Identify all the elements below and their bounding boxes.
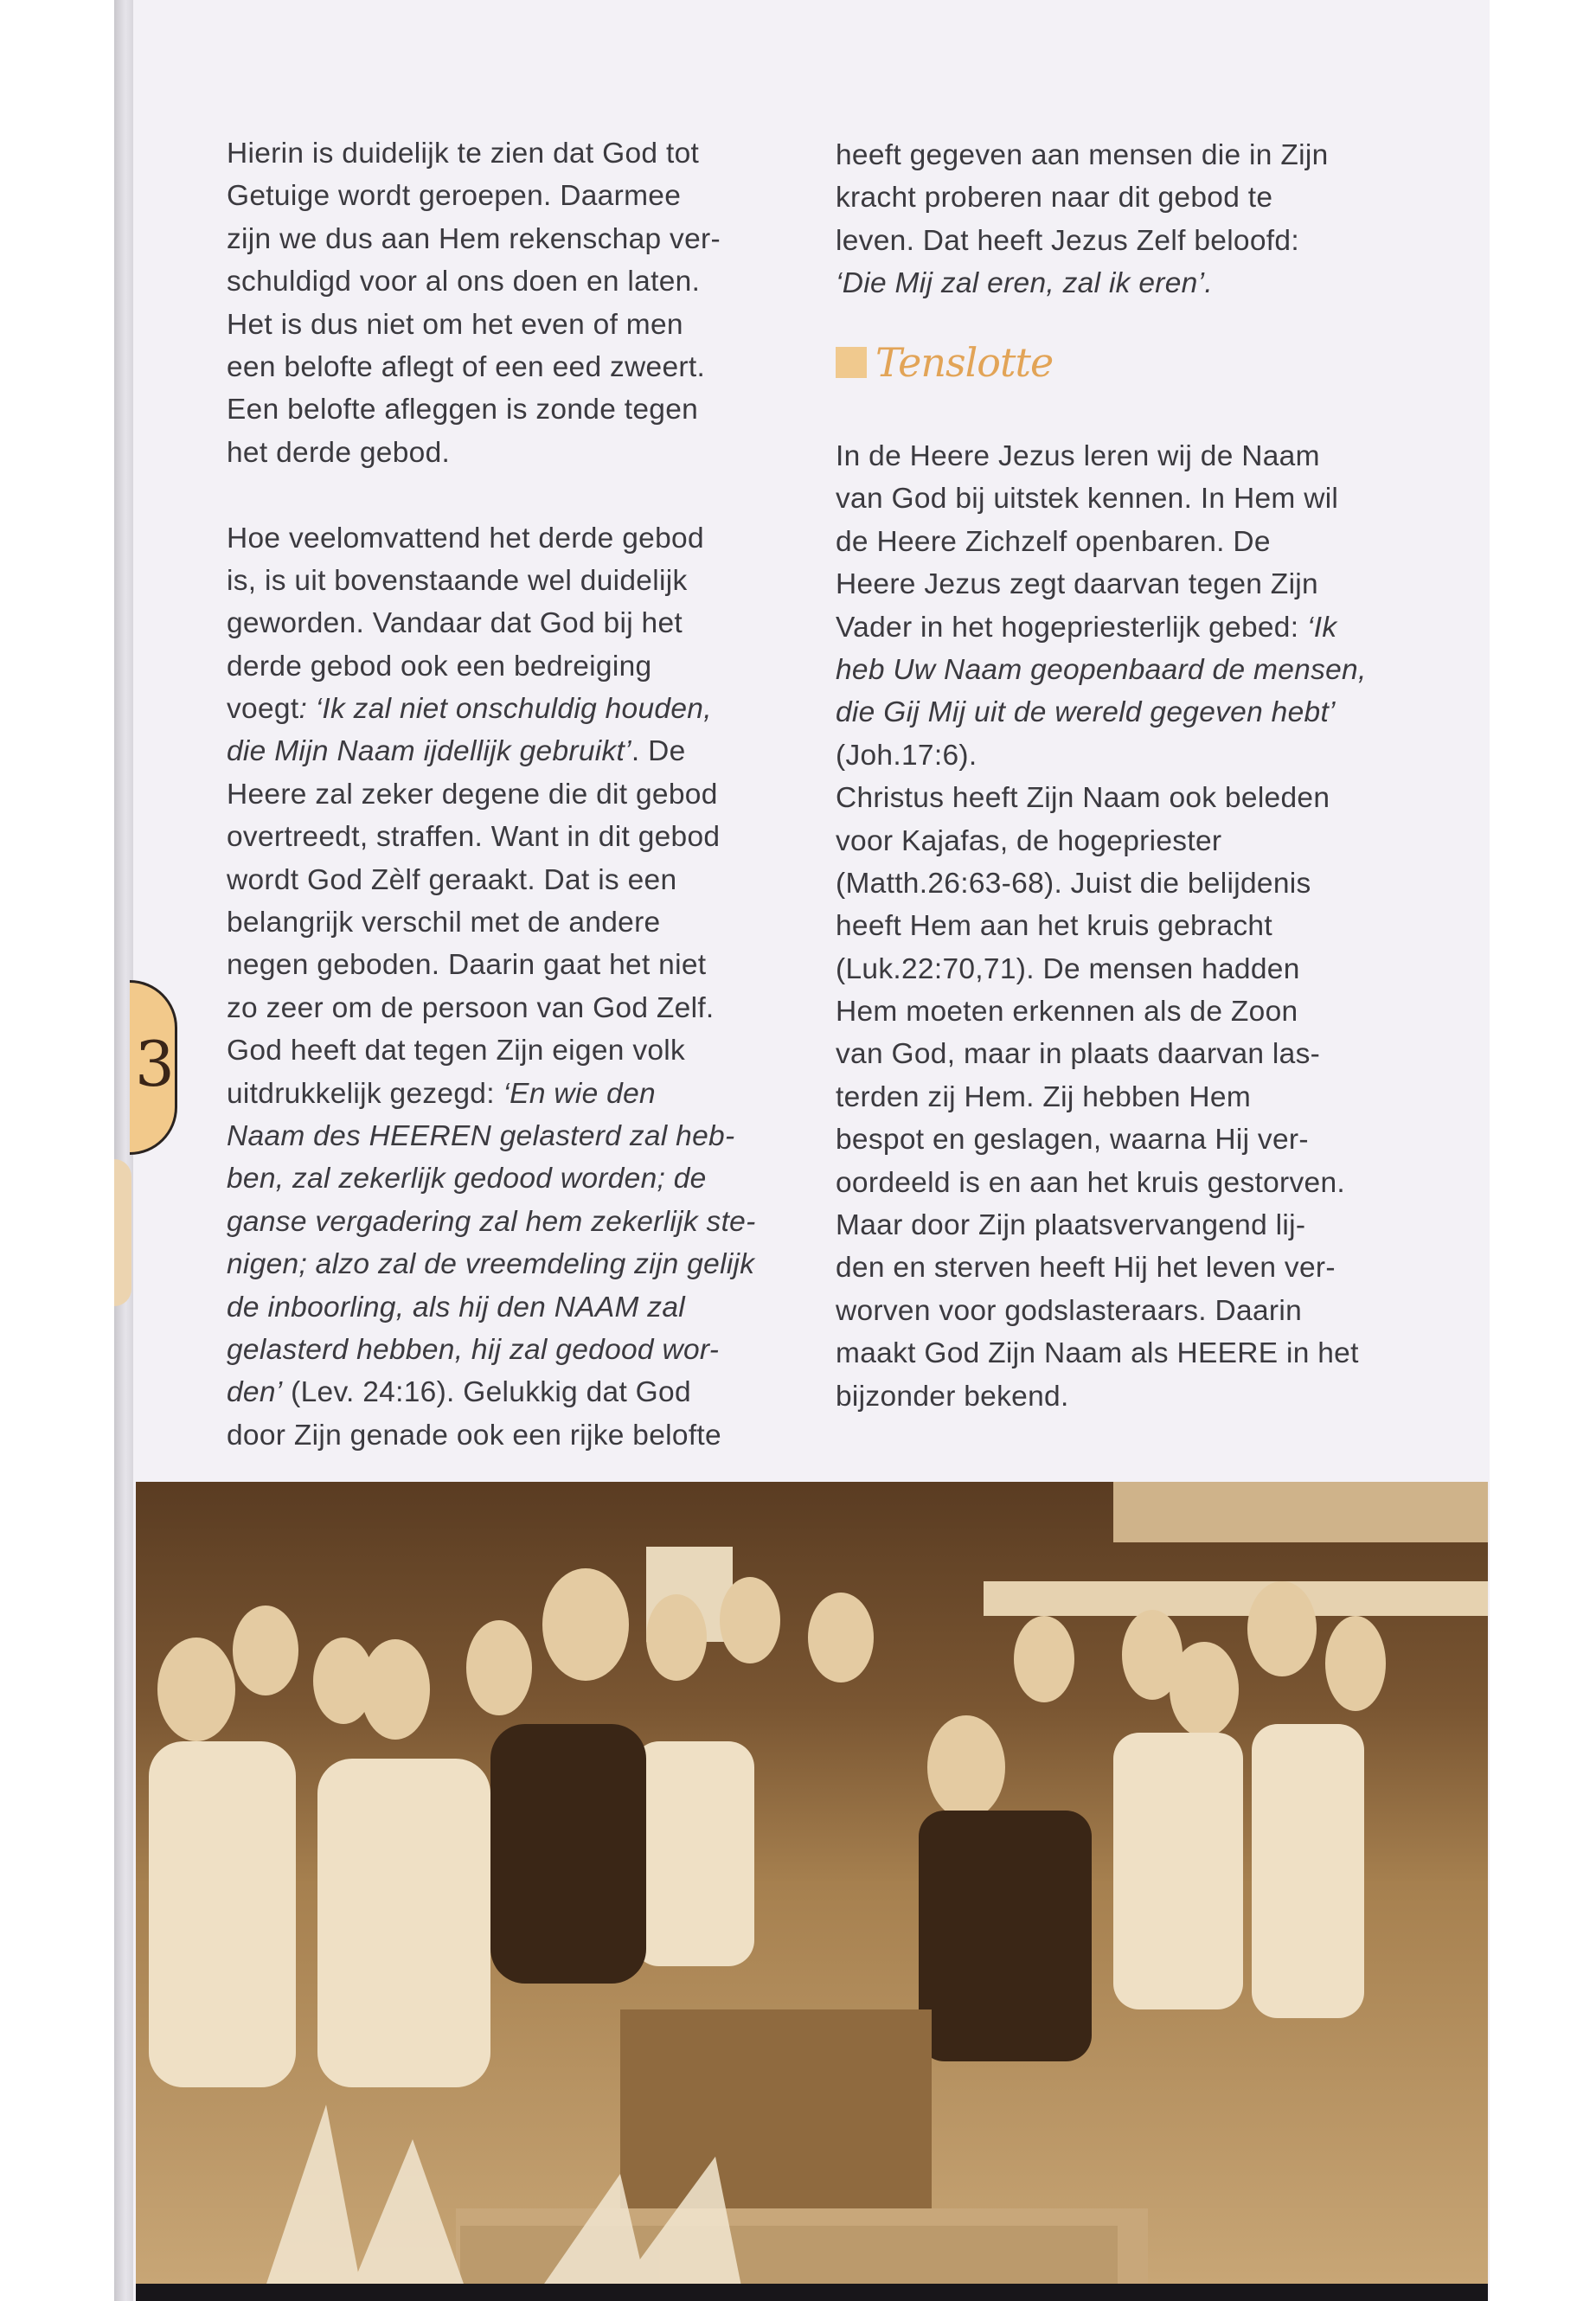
text-line (227, 175, 756, 217)
body-text: uitdrukkelijk gezegd: (227, 1077, 503, 1110)
text-line (836, 1033, 1367, 1075)
text-line (836, 1375, 1367, 1418)
text-line (836, 1290, 1367, 1332)
text-line (227, 1201, 756, 1243)
body-text: Heere zal zeker degene die dit gebod (227, 778, 718, 811)
right-column-bottom (836, 435, 1367, 1418)
body-text: Het is dus niet om het even of men (227, 308, 683, 341)
right-column-top (836, 134, 1329, 305)
body-text: worven voor godslasteraars. Daarin (836, 1294, 1303, 1327)
text-line (227, 901, 756, 944)
text-line (227, 1073, 756, 1115)
body-text: maakt God Zijn Naam als HEERE in het (836, 1337, 1359, 1370)
text-line (227, 517, 756, 560)
quote-text: ganse vergadering zal hem zekerlijk ste- (227, 1205, 756, 1238)
body-text: belangrijk verschil met de andere (227, 907, 661, 939)
text-line (836, 1076, 1367, 1118)
text-line (227, 432, 756, 474)
text-line (836, 606, 1367, 649)
body-text: wordt God Zèlf geraakt. Dat is een (227, 863, 677, 896)
text-line (227, 218, 756, 260)
chapter-number: 3 (135, 1028, 175, 1100)
choir-photo (136, 1482, 1488, 2286)
text-line (836, 1162, 1367, 1204)
body-text: (Joh.17:6). (836, 739, 977, 772)
choir-photo-illustration (136, 1482, 1488, 2286)
text-line (227, 1371, 756, 1413)
text-line (836, 1332, 1367, 1375)
body-text: (Matth.26:63-68). Juist die belijdenis (836, 867, 1311, 900)
body-text: God heeft dat tegen Zijn eigen volk (227, 1035, 686, 1067)
text-line (836, 220, 1329, 262)
text-line (227, 260, 756, 303)
quote-text: die Gij Mij uit de wereld gegeven hebt’ (836, 696, 1336, 729)
text-line (836, 905, 1367, 947)
body-text: Heere Jezus zegt daarvan tegen Zijn (836, 568, 1318, 601)
quote-text: ‘Ik (1306, 611, 1337, 644)
body-text: Christus heeft Zijn Naam ook beleden (836, 782, 1330, 815)
text-line (836, 521, 1367, 563)
text-line (836, 990, 1367, 1033)
body-text: oordeeld is en aan het kruis gestorven. (836, 1166, 1346, 1199)
text-line (836, 134, 1329, 176)
text-line (227, 1157, 756, 1200)
body-text: voegt (227, 693, 299, 726)
body-text: terden zij Hem. Zij hebben Hem (836, 1080, 1252, 1113)
body-text: zijn we dus aan Hem rekenschap ver- (227, 222, 721, 255)
text-line (227, 1329, 756, 1371)
text-line (836, 948, 1367, 990)
body-text: (Luk.22:70,71). De mensen hadden (836, 952, 1300, 985)
quote-text: ben, zal zekerlijk gedood worden; de (227, 1163, 707, 1195)
body-text: is, is uit bovenstaande wel duidelijk (227, 564, 688, 597)
text-line (227, 1414, 756, 1457)
body-text: kracht proberen naar dit gebod te (836, 182, 1273, 215)
quote-text: heb Uw Naam geopenbaard de mensen, (836, 653, 1367, 686)
text-line (227, 1286, 756, 1329)
body-text: bespot en geslagen, waarna Hij ver- (836, 1124, 1309, 1157)
body-text: negen geboden. Daarin gaat het niet (227, 949, 707, 982)
text-line (227, 346, 756, 388)
text-line (227, 1029, 756, 1072)
text-line (836, 734, 1367, 777)
body-text: overtreedt, straffen. Want in dit gebod (227, 821, 721, 854)
text-line (227, 1115, 756, 1157)
chapter-tab (130, 980, 177, 1155)
section-heading (836, 339, 1053, 386)
body-text: heeft gegeven aan mensen die in Zijn (836, 139, 1329, 171)
text-line (227, 560, 756, 602)
quote-text: Naam des HEEREN gelasterd zal heb- (227, 1119, 735, 1152)
text-line (227, 602, 756, 644)
body-text: Hoe veelomvattend het derde gebod (227, 522, 704, 554)
body-text: . De (631, 735, 686, 768)
text-line (836, 862, 1367, 905)
text-line (227, 816, 756, 858)
body-text: voor Kajafas, de hogepriester (836, 824, 1222, 857)
body-text: het derde gebod. (227, 436, 451, 469)
text-line (836, 176, 1329, 219)
body-text: Een belofte afleggen is zonde tegen (227, 394, 699, 426)
text-line (227, 474, 756, 516)
text-line (836, 478, 1367, 520)
text-line (227, 132, 756, 175)
text-line (836, 1204, 1367, 1247)
body-text: schuldigd voor al ons doen en laten. (227, 266, 701, 298)
body-text: heeft Hem aan het kruis gebracht (836, 910, 1272, 943)
page-bottom-edge (136, 2284, 1488, 2301)
body-text: den en sterven heeft Hij het leven ver- (836, 1252, 1336, 1285)
text-line (227, 645, 756, 688)
body-text: bijzonder bekend. (836, 1380, 1069, 1413)
text-line (227, 730, 756, 772)
text-line (836, 1247, 1367, 1289)
left-column (227, 132, 756, 1457)
text-line (227, 688, 756, 730)
body-text: de Heere Zichzelf openbaren. De (836, 525, 1271, 558)
text-line (836, 262, 1329, 304)
body-text: een belofte aflegt of een eed zweert. (227, 350, 706, 383)
text-line (836, 435, 1367, 478)
quote-text: gelasterd hebben, hij zal gedood wor- (227, 1333, 720, 1366)
text-line (227, 304, 756, 346)
text-line (227, 987, 756, 1029)
body-text: Getuige wordt geroepen. Daarmee (227, 180, 682, 213)
heading-square-icon (836, 347, 867, 378)
body-text: Hem moeten erkennen als de Zoon (836, 996, 1298, 1029)
body-text: van God bij uitstek kennen. In Hem wil (836, 483, 1339, 516)
text-line (836, 563, 1367, 606)
text-line (836, 820, 1367, 862)
text-line (836, 777, 1367, 819)
text-line (836, 649, 1367, 691)
next-chapter-tab (114, 1159, 131, 1306)
body-text: Maar door Zijn plaatsvervangend lij- (836, 1209, 1306, 1242)
quote-text: ‘Die Mij zal eren, zal ik eren’. (836, 267, 1213, 300)
body-text: geworden. Vandaar dat God bij het (227, 607, 683, 640)
quote-text: die Mijn Naam ijdellijk gebruikt’ (227, 735, 631, 768)
quote-text: nigen; alzo zal de vreemdeling zijn gelijk (227, 1248, 755, 1281)
quote-text: den’ (227, 1376, 283, 1409)
quote-text: ‘En wie den (503, 1077, 656, 1110)
body-text: leven. Dat heeft Jezus Zelf beloofd: (836, 224, 1299, 257)
text-line (227, 1243, 756, 1285)
body-text: (Lev. 24:16). Gelukkig dat God (282, 1376, 691, 1409)
heading-text: Tenslotte (875, 339, 1054, 386)
body-text: zo zeer om de persoon van God Zelf. (227, 991, 715, 1024)
text-line (227, 773, 756, 816)
quote-text: : ‘Ik zal niet onschuldig houden, (298, 693, 712, 726)
body-text: Vader in het hogepriesterlijk gebed: (836, 611, 1307, 644)
text-line (227, 944, 756, 986)
text-line (836, 691, 1367, 734)
body-text: derde gebod ook een bedreiging (227, 650, 652, 683)
quote-text: de inboorling, als hij den NAAM zal (227, 1291, 686, 1324)
text-line (836, 1118, 1367, 1161)
body-text: van God, maar in plaats daarvan las- (836, 1038, 1321, 1071)
body-text: door Zijn genade ook een rijke belofte (227, 1419, 721, 1452)
text-line (227, 388, 756, 431)
body-text: Hierin is duidelijk te zien dat God tot (227, 138, 700, 170)
body-text: In de Heere Jezus leren wij de Naam (836, 440, 1320, 472)
text-line (227, 859, 756, 901)
